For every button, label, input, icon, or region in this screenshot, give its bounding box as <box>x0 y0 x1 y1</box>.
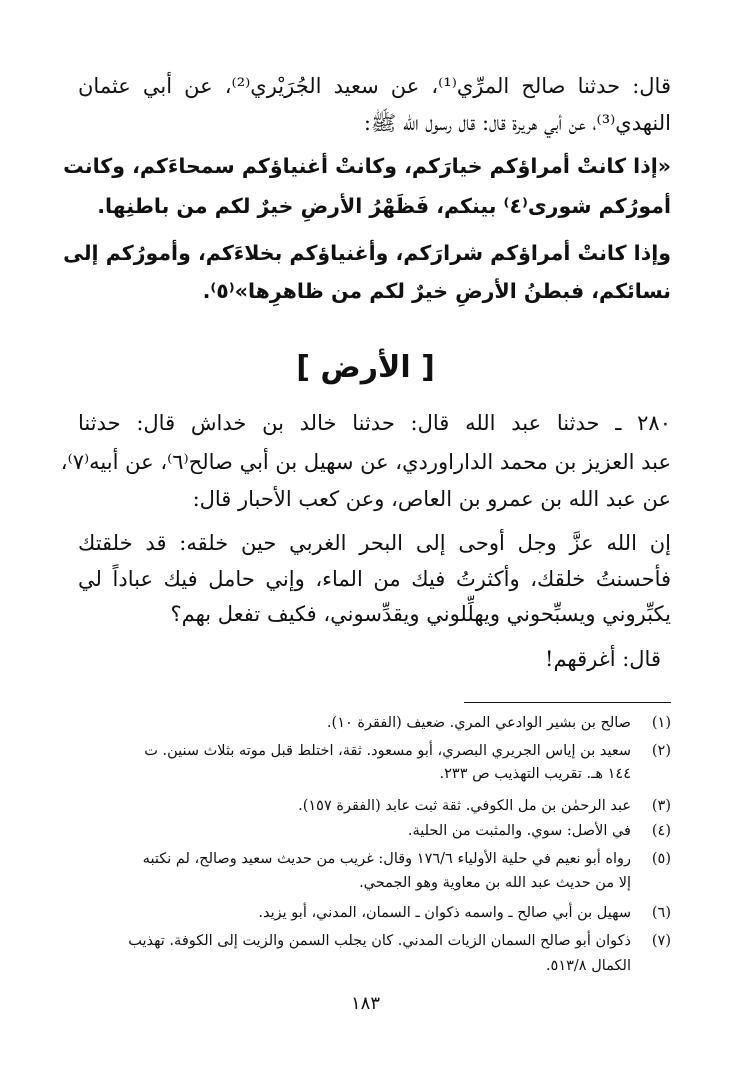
footnote-text: في الأصل: سوي. والمثبت من الحلية. <box>407 823 631 839</box>
footnote-number: (٢) <box>651 743 671 759</box>
footnote-text: ذكوان أبو صالح السمان الزيات المدني. كان يجلب السمن والزيت إلى الكوفة. تهذيب <box>128 933 631 949</box>
footnote-text: عبد الرحمٰن بن مل الكوفي. ثقة ثبت عابد (الفقرة ١٥٧). <box>298 798 631 814</box>
hadith-line: وإذا كانتْ أمراؤكم شرارَكم، وأغنياؤكم بخلاءَكم، وأمورُكم إلى <box>63 241 671 265</box>
hadith-line: أمورُكم شورى⁽٤⁾ بينكم، فَظَهْرُ الأرضِ خيرٌ لكم من باطنِها. <box>97 194 671 218</box>
footnote-continuation: ١٤٤ هـ. تقريب التهذيب ص ٢٣٣. <box>439 766 631 782</box>
footnote-number: (٥) <box>651 851 671 867</box>
footnote-text: صالح بن بشير الوادعي المري. ضعيف (الفقرة ١٠). <box>326 715 631 731</box>
hadith-line: «إذا كانتْ أمراؤكم خيارَكم، وكانتْ أغنياؤكم سمحاءَكم، وكانت <box>63 154 671 178</box>
section-heading: [ الأرض ] <box>296 350 435 385</box>
footnote-6 <box>72 902 671 924</box>
isnad-line: عبد العزيز بن محمد الداراوردي، عن سهيل بن أبي صالح⁽٦⁾، عن أبيه⁽٧⁾، <box>60 450 671 474</box>
footnote-4 <box>72 820 671 842</box>
footnote-1 <box>72 712 671 734</box>
text-line: فأحسنتُ خلقك، وأكثرتُ فيك من الماء، وإني حامل فيك عباداً لي <box>78 567 671 591</box>
footnote-text: سعيد بن إياس الجريري البصري، أبو مسعود. ثقة، اختلط قبل موته بثلاث سنين. ت <box>144 743 631 759</box>
isnad-line: ٢٨٠ ـ حدثنا عبد الله قال: حدثنا خالد بن خداش قال: حدثنا <box>78 411 671 435</box>
intro-line: النهدي⁽³⁾، عن أبي هريرة قال: قال رسول الله ﷺ: <box>363 111 671 135</box>
footnote-continuation: إلا من حديث عبد الله بن معاوية وهو الجمحي. <box>359 875 631 891</box>
footnote-continuation: الكمال ٥١٣/٨. <box>545 958 631 974</box>
text-line: يكبِّروني ويسبِّحوني ويهلِّلوني ويقدِّسوني، فكيف تفعل بهم؟ <box>170 602 671 626</box>
footnote-2 <box>72 740 671 762</box>
footnote-3 <box>72 795 671 817</box>
text-line: إن الله عزَّ وجل أوحى إلى البحر الغربي حين خلقه: قد خلقتك <box>78 531 671 555</box>
closing-line: قال: أغرقهم! <box>545 647 661 671</box>
footnote-number: (١) <box>651 715 671 731</box>
footnote-text: رواه أبو نعيم في حلية الأولياء ١٧٦/٦ وقال: غريب من حديث سعيد وصالح، لم نكتبه <box>142 851 631 867</box>
footnote-number: (٣) <box>651 798 671 814</box>
footnote-text: سهيل بن أبي صالح ـ واسمه ذكوان ـ السمان، المدني، أبو يزيد. <box>258 905 631 921</box>
isnad-line: عن عبد الله بن عمرو بن العاص، وعن كعب الأحبار قال: <box>192 487 671 511</box>
page-number: ١٨٣ <box>350 993 380 1014</box>
footnote-divider <box>464 702 671 703</box>
intro-line: قال: حدثنا صالح المرِّي⁽¹⁾، عن سعيد الجُرَيْري⁽²⁾، عن أبي عثمان <box>78 74 671 98</box>
footnote-number: (٧) <box>651 933 671 949</box>
footnote-number: (٦) <box>651 905 671 921</box>
footnote-5 <box>72 848 671 870</box>
footnote-7 <box>72 930 671 952</box>
footnote-number: (٤) <box>651 823 671 839</box>
hadith-line: نسائكم، فبطنُ الأرضِ خيرٌ لكم من ظاهرِها»⁽٥⁾. <box>202 279 671 303</box>
